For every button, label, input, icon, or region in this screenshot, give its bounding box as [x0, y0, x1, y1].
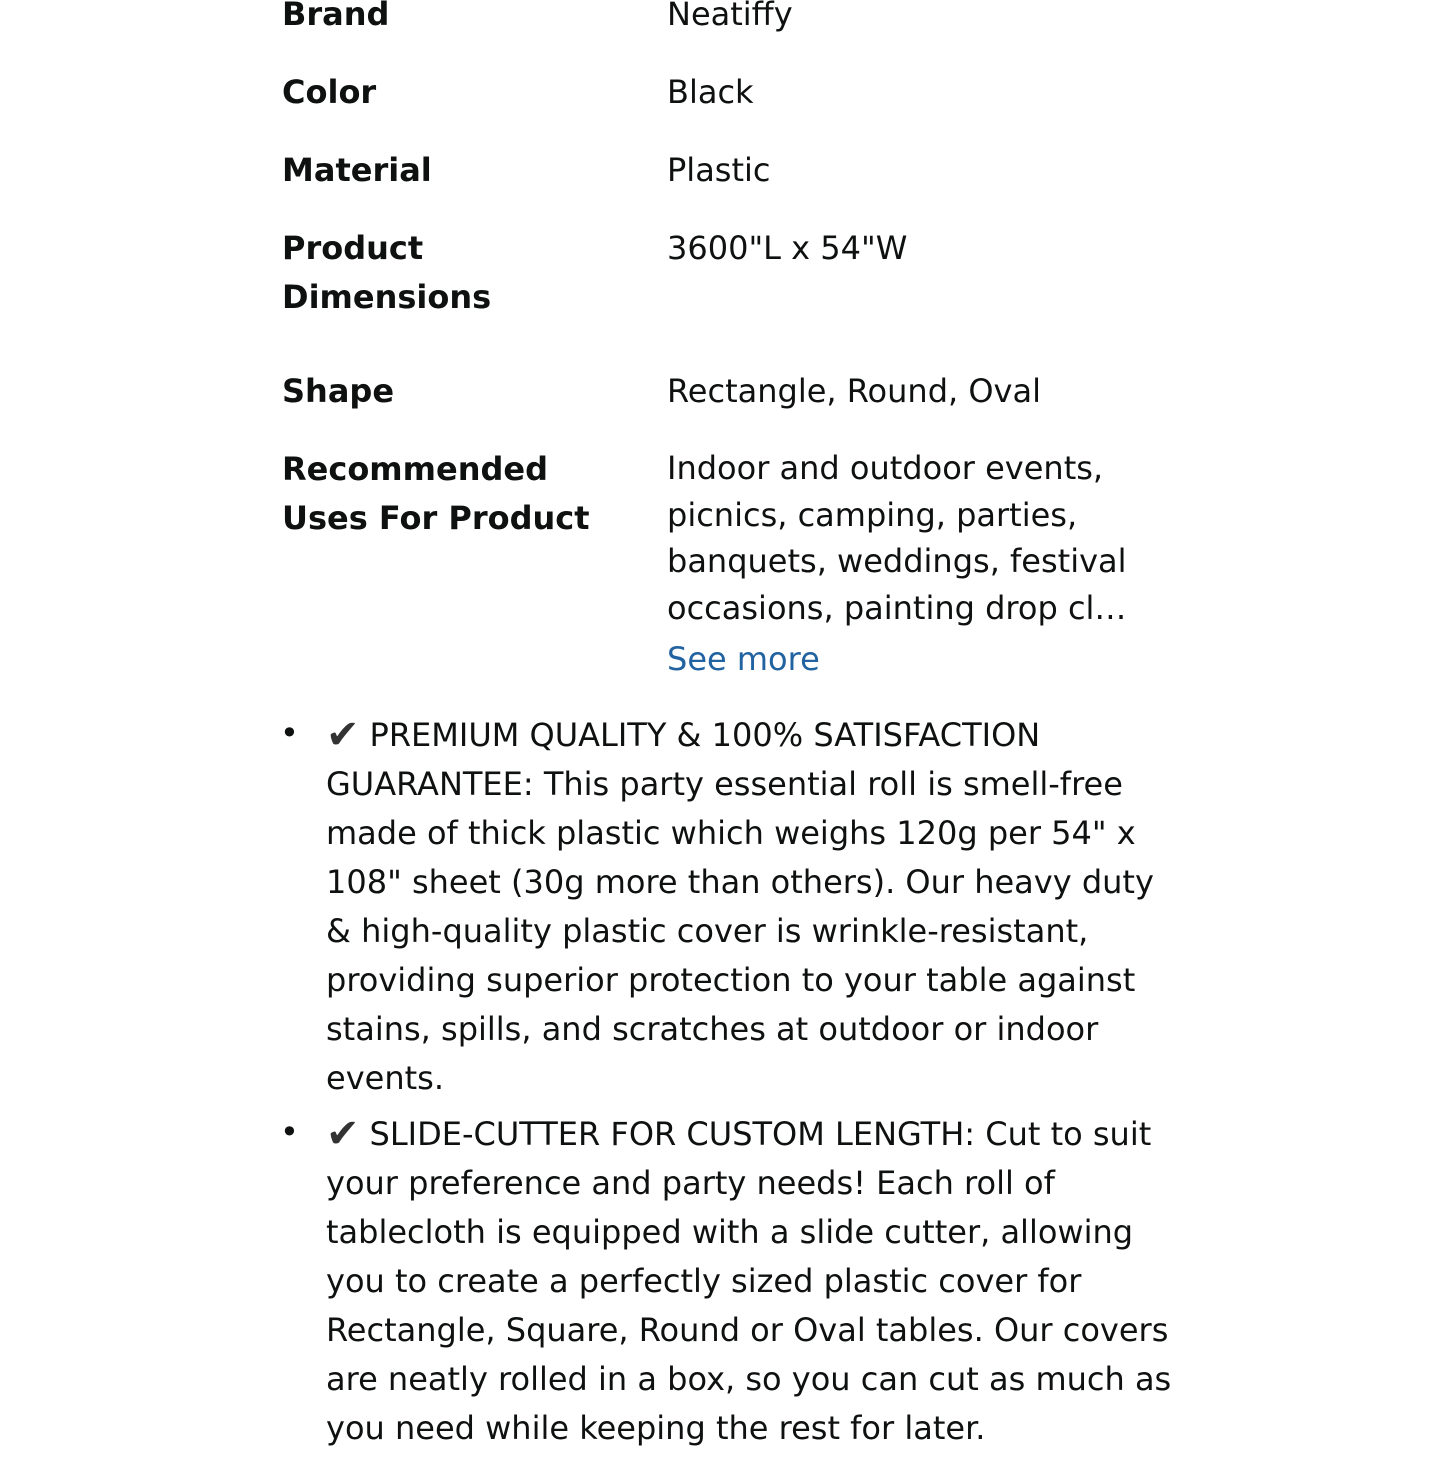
feature-bullet — [280, 1108, 1180, 1453]
feature-bullet-text — [326, 709, 1180, 1103]
feature-bullet-body: SLIDE-CUTTER FOR CUSTOM LENGTH: Cut to suit your preference and party needs! Each roll of tablecloth is equipped with a slide cutter, allowing you to create a perfectly sized plastic cover for Rectangle, Square, Round or Oval tables. Our covers are neatly rolled in a box, so you can cut as much as you need while keeping the rest for later. — [326, 1115, 1172, 1447]
spec-label-uses — [282, 445, 667, 543]
spec-value-shape: Rectangle, Round, Oval — [667, 372, 1041, 410]
spec-value-uses-line: Indoor and outdoor events, — [667, 449, 1104, 487]
spec-value-brand: Neatiffy — [667, 0, 793, 33]
checkmark-icon: ✔ — [326, 1111, 360, 1157]
spec-value-uses-line: banquets, weddings, festival — [667, 542, 1127, 580]
spec-label-dimensions-line2: Dimensions — [282, 278, 492, 316]
spec-row-material — [282, 146, 1182, 224]
bullet-marker: • — [280, 1113, 299, 1151]
spec-label-color: Color — [282, 73, 377, 111]
spec-label-material: Material — [282, 151, 432, 189]
spec-label-uses-line1: Recommended — [282, 450, 548, 488]
spec-row-uses — [282, 445, 1182, 685]
bullet-marker: • — [280, 714, 299, 752]
spec-label-dimensions-line1: Product — [282, 229, 424, 267]
spec-row-brand — [282, 0, 1182, 68]
see-more-link[interactable]: See more — [667, 640, 820, 678]
spec-value-dimensions: 3600"L x 54"W — [667, 229, 908, 267]
feature-bullet — [280, 709, 1180, 1103]
spec-row-color — [282, 68, 1182, 146]
spec-label-shape: Shape — [282, 372, 395, 410]
spec-label-brand: Brand — [282, 0, 390, 33]
spec-row-dimensions — [282, 224, 1182, 367]
spec-value-color: Black — [667, 73, 754, 111]
spec-row-shape — [282, 367, 1182, 445]
spec-label-dimensions — [282, 224, 667, 322]
feature-bullet-list — [280, 709, 1180, 1458]
checkmark-icon: ✔ — [326, 712, 360, 758]
feature-bullet-text — [326, 1108, 1180, 1453]
spec-value-material: Plastic — [667, 151, 771, 189]
product-specs-table — [282, 0, 1182, 685]
spec-value-uses-line: occasions, painting drop cl… — [667, 588, 1127, 627]
spec-label-uses-line2: Uses For Product — [282, 499, 590, 537]
feature-bullet-body: PREMIUM QUALITY & 100% SATISFACTION GUARANTEE: This party essential roll is smell-free made of thick plastic which weighs 120g per 54" x 108" sheet (30g more than others). Our heavy duty & high-quality plastic cover is wrinkle-resistant, providing superior protection to your table against stains, spills, and scratches at outdoor or indoor events. — [326, 716, 1154, 1097]
spec-value-uses — [667, 445, 1182, 685]
spec-value-uses-line: picnics, camping, parties, — [667, 495, 1078, 534]
